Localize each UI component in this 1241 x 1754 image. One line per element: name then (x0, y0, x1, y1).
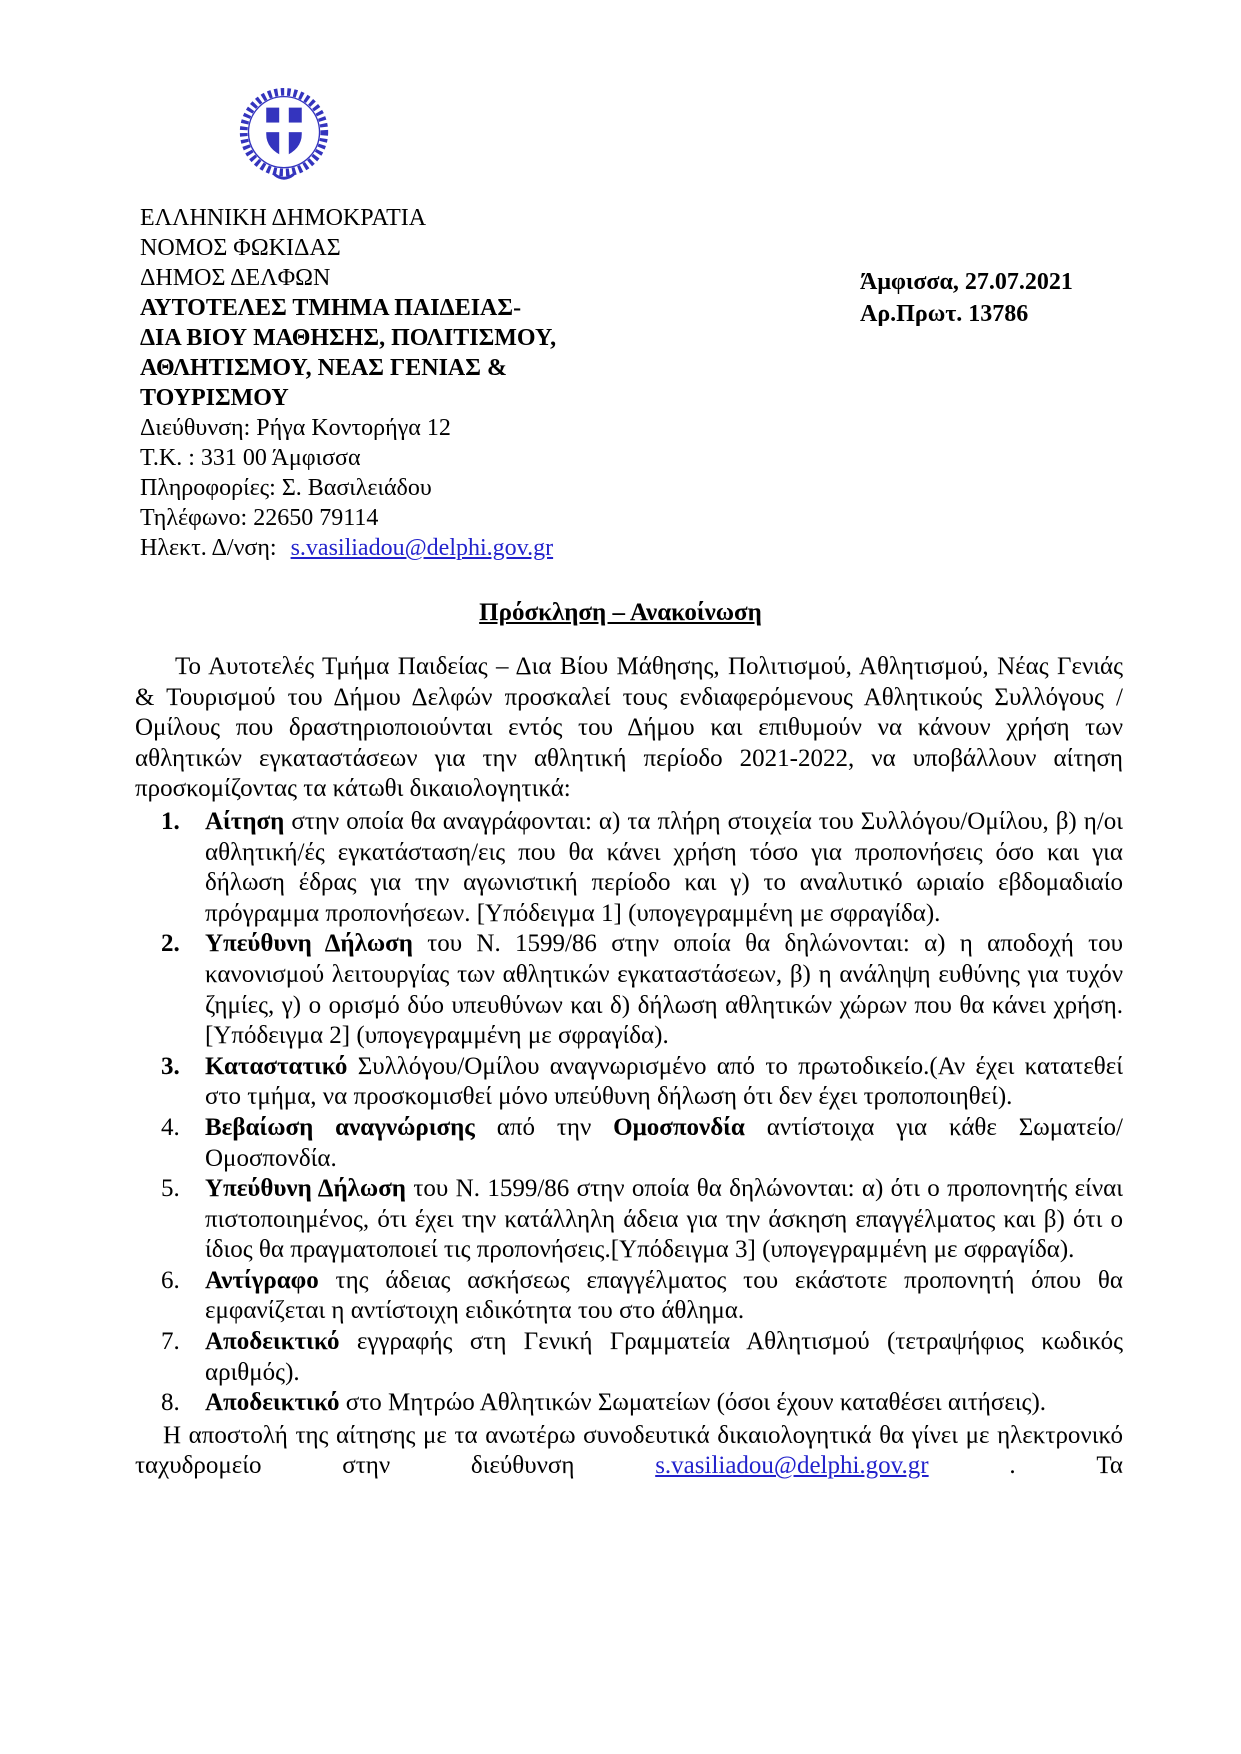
list-item (135, 929, 1123, 1051)
list-item-text: στην οποία θα αναγράφονται: α) τα πλήρη στοιχεία του Συλλόγου/Ομίλου, β) η/οι αθλητική/ές εγκατάσταση/εις που θα κάνει χρήση τόσο για προπονήσεις όσο και για δήλωση έδρας για την αγωνιστική περίοδο και γ) το αναλυτικό ωριαίο εβδομαδιαίο πρόγραμμα προπονήσεων. [Υπόδειγμα 1] (υπογεγραμμένη με σφραγίδα). (205, 807, 1123, 927)
list-item-number: 4. (161, 1113, 180, 1141)
header-left-block (140, 203, 556, 563)
closing-text: . Τα (928, 1452, 1123, 1480)
greek-coat-of-arms-icon (236, 82, 332, 195)
list-item-number: 2. (161, 930, 180, 958)
list-item-number: 3. (161, 1052, 180, 1080)
email-link[interactable]: s.vasiliadou@delphi.gov.gr (290, 535, 554, 561)
prefecture-line: ΝΟΜΟΣ ΦΩΚΙΔΑΣ (140, 235, 341, 261)
list-item (135, 1327, 1123, 1388)
department-line: ΤΟΥΡΙΣΜΟΥ (140, 385, 289, 411)
email-line (140, 533, 556, 563)
list-item (135, 1266, 1123, 1327)
phone-line: Τηλέφωνο: 22650 79114 (140, 505, 379, 531)
list-item-number: 5. (161, 1175, 180, 1203)
list-item-text: του Ν. 1599/86 στην οποία θα δηλώνονται: α) ότι ο προπονητής είναι πιστοποιημένος, ότι έχει την κατάλληλη άδεια για την άσκηση επαγγέλματος και β) ότι ο ίδιος θα πραγματοποιεί τις προπονήσεις.[Υπόδειγμα 3] (υπογεγραμμένη με σφραγίδα). (205, 1175, 1123, 1264)
list-item-lead: Υπεύθυνη Δήλωση (205, 1175, 407, 1203)
list-item-text: αντίστοιχα για κάθε Σωματείο/Ομοσπονδία. (205, 1113, 1123, 1172)
document-title: Πρόσκληση – Ανακοίνωση (479, 599, 762, 626)
list-item-lead: Αίτηση (205, 807, 285, 835)
postal-code-line: Τ.Κ. : 331 00 Άμφισσα (140, 445, 361, 471)
list-item-lead: Αποδεικτικό (205, 1389, 340, 1417)
list-item (135, 1052, 1123, 1113)
list-item-lead: Αντίγραφο (205, 1266, 319, 1294)
intro-paragraph: Το Αυτοτελές Τμήμα Παιδείας – Δια Βίου Μάθησης, Πολιτισμού, Αθλητισμού, Νέας Γενιάς & Τουρισμού του Δήμου Δελφών προσκαλεί τους ενδιαφερόμενους Αθλητικούς Συλλόγους / Ομίλους που δραστηριοποιούνται εντός του Δήμου και επιθυμούν να κάνουν χρήση των αθλητικών εγκαταστάσεων για την αθλητική περίοδο 2021-2022, να υποβάλλουν αίτηση προσκομίζοντας τα κάτωθι δικαιολογητικά: (135, 653, 1123, 803)
list-item (135, 1174, 1123, 1266)
department-line: ΑΘΛΗΤΙΣΜΟΥ, ΝΕΑΣ ΓΕΝΙΑΣ & (140, 355, 507, 381)
department-line: ΔΙΑ ΒΙΟΥ ΜΑΘΗΣΗΣ, ΠΟΛΙΤΙΣΜΟΥ, (140, 325, 557, 351)
closing-text: Η αποστολή της αίτησης με τα ανωτέρω συνοδευτικά δικαιολογητικά θα γίνει με ηλεκτρονικό ταχυδρομείο στην διεύθυνση (135, 1421, 1123, 1480)
list-item (135, 807, 1123, 929)
list-item-lead: Υπεύθυνη Δήλωση (205, 930, 413, 958)
list-item-number: 8. (161, 1389, 180, 1417)
list-item-lead: Βεβαίωση αναγνώρισης (205, 1113, 475, 1141)
contact-person-line: Πληροφορίες: Σ. Βασιλειάδου (140, 475, 432, 501)
document-body (135, 652, 1123, 1507)
list-item-text: από την (474, 1113, 614, 1141)
list-item-text: εγγραφής στη Γενική Γραμματεία Αθλητισμού (τετραψήφιος κωδικός αριθμός). (205, 1328, 1123, 1386)
email-label: Ηλεκτ. Δ/νση: (140, 535, 277, 561)
municipality-line: ΔΗΜΟΣ ΔΕΛΦΩΝ (140, 265, 331, 291)
list-item (135, 1113, 1123, 1174)
list-item-lead: Καταστατικό (205, 1052, 348, 1080)
list-item-text: της άδειας ασκήσεως επαγγέλματος του εκάστοτε προπονητή όπου θα εμφανίζεται η αντίστοιχη ειδικότητα του στο άθλημα. (205, 1266, 1123, 1325)
list-item-lead: Αποδεικτικό (205, 1328, 340, 1356)
republic-line: ΕΛΛΗΝΙΚΗ ΔΗΜΟΚΡΑΤΙΑ (140, 205, 427, 231)
list-item-lead: Ομοσπονδία (613, 1113, 745, 1141)
email-link[interactable]: s.vasiliadou@delphi.gov.gr (655, 1452, 929, 1480)
requirements-list (135, 807, 1123, 1419)
department-line: ΑΥΤΟΤΕΛΕΣ ΤΜΗΜΑ ΠΑΙΔΕΙΑΣ- (140, 295, 522, 321)
list-item-number: 6. (161, 1266, 180, 1294)
list-item (135, 1388, 1123, 1419)
list-item-text: στο Μητρώο Αθλητικών Σωματείων (όσοι έχουν καταθέσει αιτήσεις). (339, 1389, 1047, 1417)
address-line: Διεύθυνση: Ρήγα Κοντορήγα 12 (140, 415, 451, 441)
list-item-number: 7. (161, 1328, 180, 1356)
date-line: Άμφισσα, 27.07.2021 (860, 269, 1073, 295)
list-item-number: 1. (161, 807, 180, 835)
closing-paragraph (135, 1421, 1123, 1482)
header-right-block (860, 266, 1073, 330)
list-item-text: Συλλόγου/Ομίλου αναγνωρισμένο από το πρωτοδικείο.(Αν έχει κατατεθεί στο τμήμα, να προσκομισθεί μόνο υπεύθυνη δήλωση ότι δεν έχει τροποποιηθεί). (205, 1052, 1123, 1111)
list-item-text: του Ν. 1599/86 στην οποία θα δηλώνονται: α) η αποδοχή του κανονισμού λειτουργίας των αθλητικών εγκαταστάσεων, β) η ανάληψη ευθύνης για τυχόν ζημίες, γ) ο ορισμό δύο υπευθύνων και δ) δήλωση αθλητικών χώρων που θα κάνει χρήση. [Υπόδειγμα 2] (υπογεγραμμένη με σφραγίδα). (205, 930, 1123, 1050)
protocol-number-line: Αρ.Πρωτ. 13786 (860, 301, 1029, 327)
